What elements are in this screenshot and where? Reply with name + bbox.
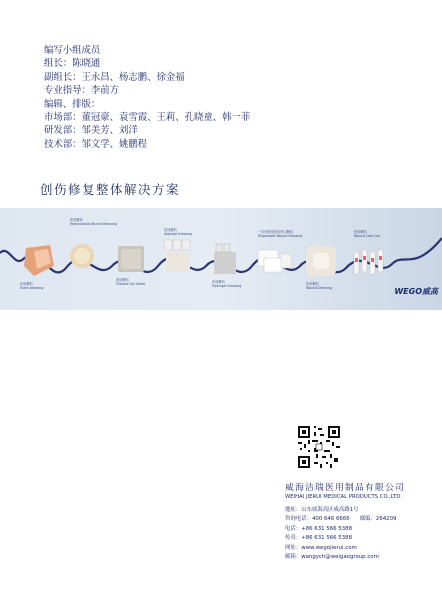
credits-line: 副组长：王永昌、杨志鹏、徐金福	[44, 71, 185, 83]
company-name-en: WEIHAI JIERUI MEDICAL PRODUCTS CO.,LTD.	[285, 494, 403, 500]
qr-code	[296, 424, 342, 470]
company-name-cn: 威海洁瑞医用制品有限公司	[285, 483, 405, 493]
fax-row: 传真：+86 631 566 5388	[285, 535, 353, 542]
product-label-4: 医用敷料 Alginate Dressing	[164, 228, 193, 236]
banner-graphic	[0, 208, 442, 310]
address-row: 地址：山东威海高区威高路1号	[285, 507, 359, 513]
credits-line: 研发部：邹美芳、刘洋	[44, 125, 138, 137]
credits-line: 编辑、排版：	[44, 98, 101, 110]
email-link[interactable]: wangych@weigaogroup.com	[301, 554, 379, 561]
credits-heading: 编写小组成员	[44, 45, 101, 56]
product-label-5: 医用敷料 Hydrogel Dressing	[212, 280, 242, 288]
product-label-8: 医用敷料 Wound Care Gel	[354, 230, 380, 238]
product-label-6: 一次性使用医用伤口敷料 Disposable Wound Dressing	[258, 230, 303, 238]
product-label-7: 医用敷料 Wound Dressing	[306, 282, 332, 290]
product-banner	[0, 208, 442, 310]
contact-list	[285, 506, 405, 562]
brand-logo: WEGO威高	[394, 287, 438, 296]
product-7-image	[306, 246, 336, 276]
email-row[interactable]: 邮箱：wangych@weigaogroup.com	[285, 554, 379, 561]
hotline-row: 咨询电话：400 646 6666 邮编：264209	[285, 516, 397, 523]
product-4-image	[164, 240, 190, 272]
section-title: 创伤修复整体解决方案	[40, 182, 181, 197]
credits-line: 技术部：邹文学、姚鹏程	[44, 138, 148, 150]
credits-line: 专业指导：李前方	[44, 85, 120, 97]
product-label-2: 医用敷料 Hydrocolloid Wound Dressing	[70, 218, 117, 226]
credits-line: 组长：陈晓通	[44, 58, 101, 70]
product-5-image	[214, 244, 236, 274]
website-row[interactable]: 网址：www.wegojierui.com	[285, 544, 357, 551]
phone-row: 电话：+86 631 566 5388	[285, 525, 353, 532]
credits-block	[44, 44, 250, 151]
product-2-image	[70, 244, 94, 268]
website-link[interactable]: www.wegojierui.com	[301, 544, 357, 551]
product-label-3: 医用敷料 Silicone Gel Sheet	[116, 278, 145, 286]
product-label-1: 医用敷料 Foam dressing	[20, 282, 44, 290]
credits-line: 市场部：董冠豪、袁雪霞、王莉、孔晓童、韩一菲	[44, 112, 251, 124]
company-info	[285, 480, 405, 562]
product-3-image	[118, 246, 144, 272]
product-1-image	[24, 245, 54, 276]
